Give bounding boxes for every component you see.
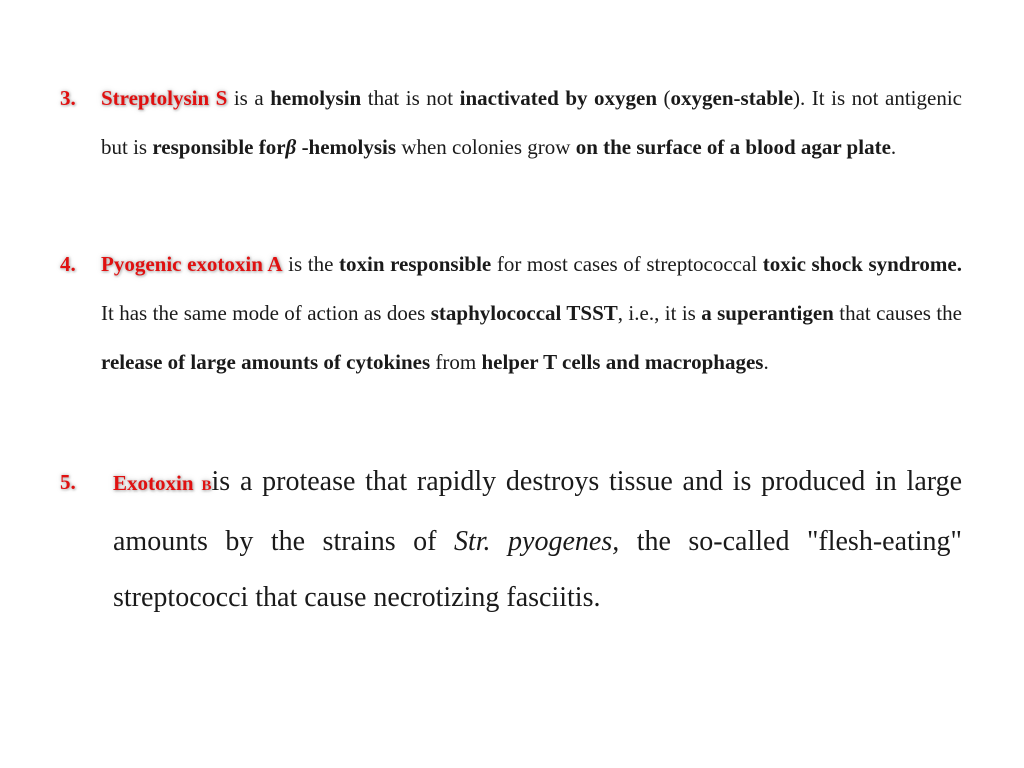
bold-text: toxin responsible [339,252,492,276]
text-run: that causes the [833,301,962,325]
highlighted-term: Pyogenic exotoxin A [101,252,283,276]
text-run: when colonies grow [396,135,576,159]
item-number: 3. [60,86,76,110]
beta-symbol: β [285,135,297,159]
text-run: ). It is not antigenic but is [101,86,962,159]
item-number: 5. [60,470,76,494]
text-run: is a [227,86,271,110]
bold-text: toxic shock syndrome. [762,252,962,276]
text-run: , i.e., it is [617,301,702,325]
item-text [101,74,962,172]
text-run: . [763,350,769,374]
bold-text: responsible for [152,135,286,159]
item-text [113,454,962,626]
bold-text: staphylococcal TSST [430,301,618,325]
text-run: the so-called "flesh-eating" streptococci that cause necrotizing fasciitis. [113,526,962,613]
bold-text: on the surface of a blood agar plate [575,135,891,159]
bold-text: release of large amounts of cytokines [101,350,431,374]
term-text: Exotoxin [113,471,202,495]
text-run: that is not [361,86,460,110]
highlighted-term [113,471,212,495]
text-run: . [890,135,897,159]
highlighted-term: Streptolysin S [101,86,228,110]
bold-text: oxygen-stable [670,86,794,110]
bold-text: inactivated by oxygen [459,86,658,110]
item-text [101,240,962,387]
bold-text: a superantigen [701,301,834,325]
italic-text: Str. pyogenes, [453,526,620,557]
text-run: for most cases of streptococcal [491,252,763,276]
text-run: is the [282,252,339,276]
bold-text: hemolysin [270,86,362,110]
text-run: from [430,350,482,374]
item-number: 4. [60,252,76,276]
bold-text: helper T cells and macrophages [481,350,764,374]
bold-text: -hemolysis [296,135,397,159]
term-suffix: B [201,478,212,494]
text-run: ( [657,86,671,110]
text-run: It has the same mode of action as does [101,301,431,325]
text-run: is a protease that rapidly destroys tissue and is produced in large amounts by the strains of [113,466,962,557]
